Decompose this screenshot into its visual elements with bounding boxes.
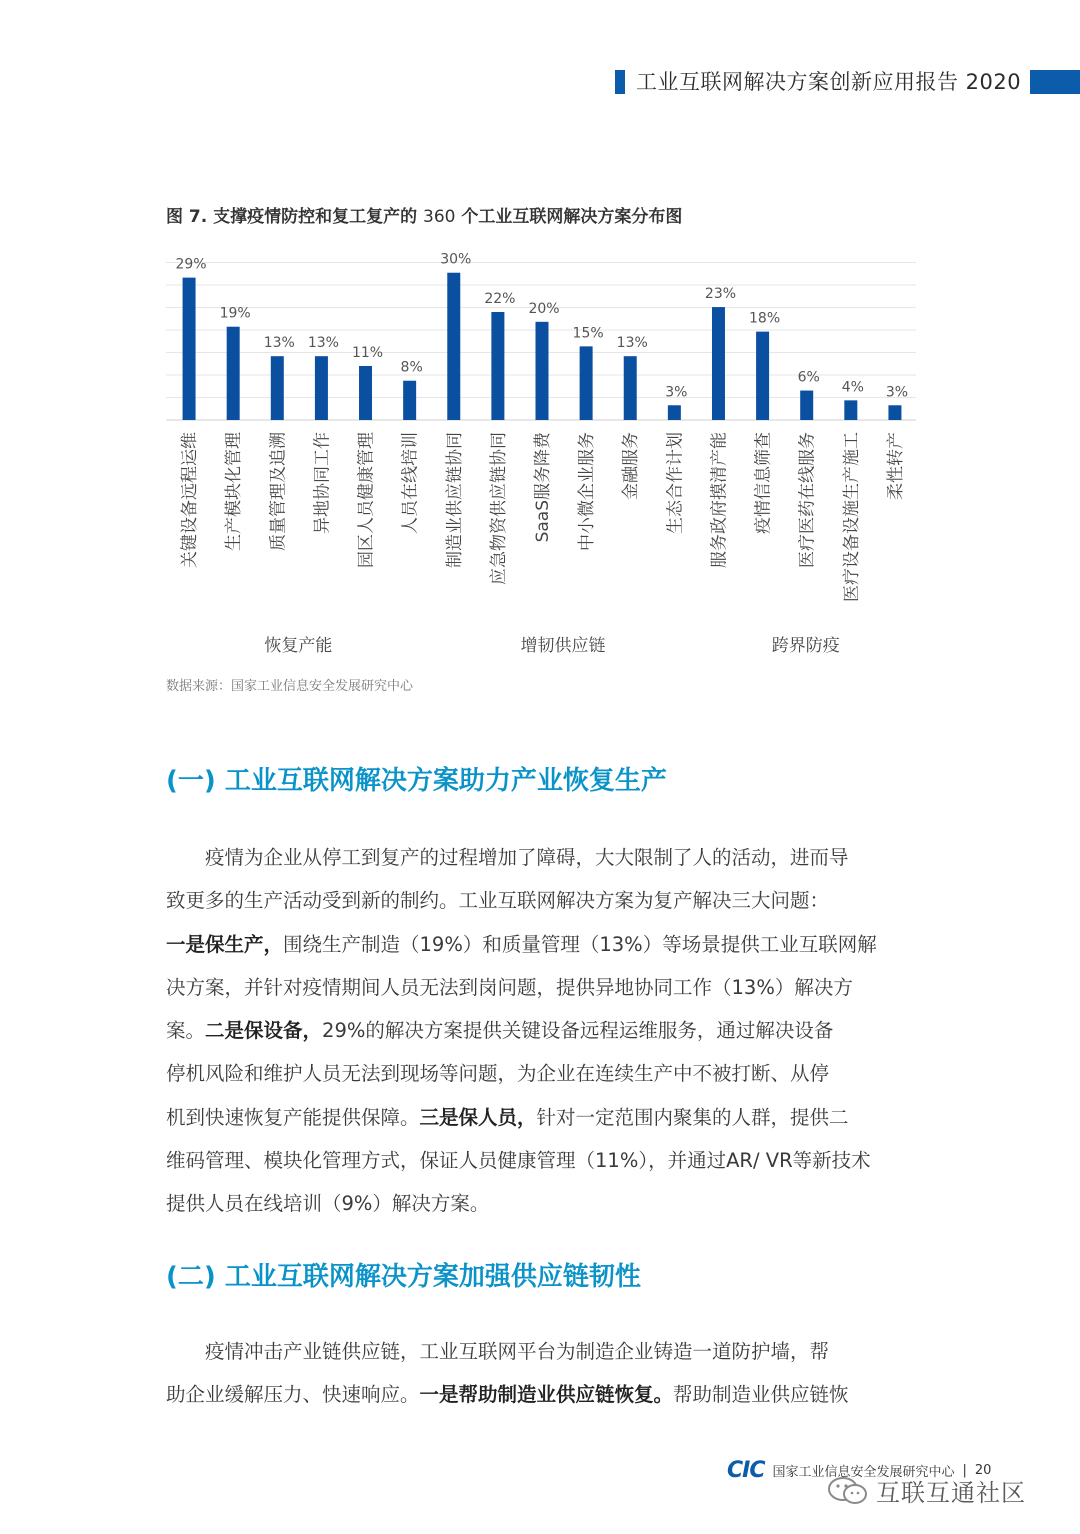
bar-value-label: 30% [440, 251, 472, 268]
cic-logo: CIC [727, 1458, 765, 1483]
bar [624, 356, 637, 420]
bar [800, 391, 813, 420]
category-label: 质量管理及追溯 [268, 432, 289, 551]
bar-value-label: 8% [400, 359, 423, 376]
category-label: 制造业供应链协同 [444, 432, 465, 568]
category-label: 应急物资供应链协同 [488, 432, 509, 585]
bold-lead: 二是保设备， [205, 1019, 323, 1043]
text-line: 疫情为企业从停工到复产的过程增加了障碍，大大限制了人的活动，进而导 [166, 846, 849, 869]
text-line: 机到快速恢复产能提供保障。三是保人员，针对一定范围内聚集的人群，提供二 [166, 1105, 849, 1129]
bar-value-label: 3% [885, 384, 909, 401]
bar-value-label: 4% [841, 379, 864, 396]
bar-value-label: 19% [219, 305, 251, 322]
category-label: 金融服务 [621, 432, 642, 500]
text-line: 维码管理、模块化管理方式，保证人员健康管理（11%），并通过AR/ VR等新技术 [166, 1149, 871, 1173]
wechat-icon [826, 1476, 870, 1506]
chart-group-label: 恢复产能 [264, 636, 333, 656]
page-number: 20 [974, 1463, 992, 1478]
figure-title-suffix: 个工业互联网解决方案分布图 [455, 207, 683, 227]
bar-value-label: 22% [484, 291, 516, 307]
watermark-text: 互联互通社区 [876, 1479, 1026, 1507]
figure-title-number: 360 [423, 207, 456, 227]
category-label: 疫情信息筛查 [753, 432, 774, 534]
bar-value-label: 6% [797, 369, 820, 386]
bar [844, 400, 857, 420]
bar-chart [0, 240, 1080, 630]
bar [403, 381, 416, 420]
bar [227, 327, 240, 420]
bar-value-label: 13% [263, 335, 295, 352]
text-line: 疫情冲击产业链供应链，工业互联网平台为制造企业铸造一道防护墙，帮 [166, 1340, 830, 1363]
bar [271, 356, 284, 420]
bold-lead: 一是帮助制造业供应链恢复。 [419, 1383, 674, 1407]
category-label: 园区人员健康管理 [356, 432, 377, 568]
category-label: 柔性转产 [885, 432, 906, 500]
category-label: 关键设备远程运维 [180, 432, 201, 568]
footer-org-name: 国家工业信息安全发展研究中心 [772, 1465, 955, 1480]
category-label: 生产模块化管理 [224, 432, 245, 551]
bar [580, 346, 593, 420]
chart-group-label: 增韧供应链 [520, 636, 606, 656]
section-1-body [166, 836, 916, 1226]
bar [183, 278, 196, 420]
bar-value-label: 13% [616, 335, 648, 352]
figure-source: 数据来源：国家工业信息安全发展研究中心 [166, 679, 414, 694]
bar [888, 405, 901, 420]
text-line: 致更多的生产活动受到新的制约。工业互联网解决方案为复产解决三大问题： [166, 889, 830, 913]
section-2-body [166, 1330, 916, 1417]
text-line: 一是保生产，围绕生产制造（19%）和质量管理（13%）等场景提供工业互联网解 [166, 932, 877, 956]
page-header-title: 工业互联网解决方案创新应用报告 2020 [636, 70, 1022, 94]
text-line: 提供人员在线培训（9%）解决方案。 [166, 1192, 490, 1216]
bar-value-label: 11% [351, 345, 384, 361]
category-label: 医疗医药在线服务 [797, 432, 818, 568]
text-line: 助企业缓解压力、快速响应。一是帮助制造业供应链恢复。帮助制造业供应链恢 [166, 1383, 849, 1407]
header-accent-mark [615, 70, 625, 94]
bold-lead: 一是保生产， [166, 932, 284, 956]
category-label: 服务政府摸清产能 [709, 432, 730, 568]
bar [668, 405, 681, 420]
figure-title-prefix: 图 7. 支撑疫情防控和复工复产的 [166, 207, 418, 227]
header-accent-bar [1030, 70, 1080, 94]
category-label: 异地协同工作 [312, 432, 333, 534]
category-label: 医疗设备设施生产施工 [841, 432, 862, 602]
category-label: 生态合作计划 [665, 432, 686, 534]
figure-title [166, 202, 682, 227]
footer-separator: | [962, 1463, 967, 1478]
bar [315, 356, 328, 420]
bar-value-label: 13% [307, 335, 339, 352]
section-heading-2: (二) 工业互联网解决方案加强供应链韧性 [166, 1262, 641, 1292]
bar [447, 273, 460, 420]
bar [536, 322, 549, 420]
chart-group-label: 跨界防疫 [771, 636, 840, 656]
bar-value-label: 23% [704, 286, 737, 303]
category-label: 中小微企业服务 [577, 432, 598, 551]
bar [712, 307, 725, 420]
bar [756, 332, 769, 420]
watermark [826, 1473, 1026, 1508]
bar-value-label: 3% [665, 384, 688, 401]
category-label: SaaS服务降费 [533, 432, 553, 543]
text-line: 停机风险和维护人员无法到现场等问题，为企业在连续生产中不被打断、从停 [166, 1062, 830, 1086]
bar-value-label: 29% [175, 256, 207, 273]
bar [359, 366, 372, 420]
text-line: 决方案，并针对疫情期间人员无法到岗问题，提供异地协同工作（13%）解决方 [166, 975, 853, 999]
section-heading-1: (一) 工业互联网解决方案助力产业恢复生产 [166, 766, 667, 796]
category-label: 人员在线培训 [400, 432, 421, 534]
bold-lead: 三是保人员， [419, 1105, 537, 1129]
bar-value-label: 18% [749, 310, 781, 327]
bar [491, 312, 504, 420]
bar-value-label: 20% [528, 300, 560, 317]
text-line: 案。二是保设备，29%的解决方案提供关键设备远程运维服务，通过解决设备 [166, 1019, 834, 1043]
bar-value-label: 15% [572, 325, 604, 342]
